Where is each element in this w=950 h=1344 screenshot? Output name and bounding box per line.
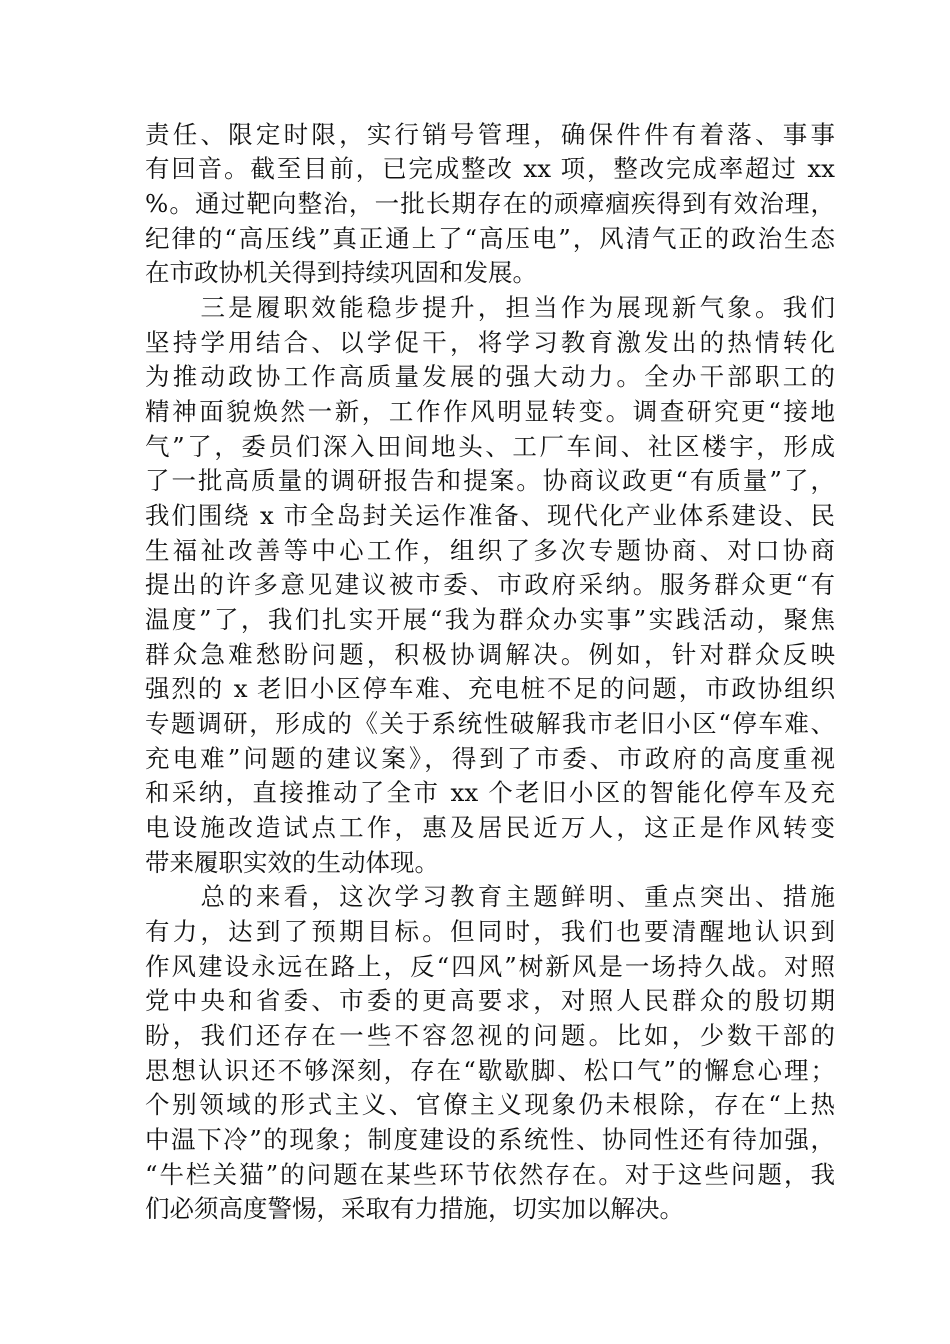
text-line: 提出的许多意见建议被市委、市政府采纳。服务群众更“有	[145, 570, 835, 599]
text-line: 思想认识还不够深刻，存在“歇歇脚、松口气”的懈怠心理；	[145, 1056, 835, 1085]
text-line: 温度”了，我们扎实开展“我为群众办实事”实践活动，聚焦	[145, 605, 835, 634]
text-line: %。通过靶向整治，一批长期存在的顽瘴痼疾得到有效治理，	[145, 189, 835, 218]
text-line: “牛栏关猫”的问题在某些环节依然存在。对于这些问题，我	[145, 1160, 835, 1189]
text-line: 我们围绕 x 市全岛封关运作准备、现代化产业体系建设、民	[145, 501, 835, 530]
text-line: 精神面貌焕然一新，工作作风明显转变。调查研究更“接地	[145, 397, 835, 426]
text-line: 盼，我们还存在一些不容忽视的问题。比如，少数干部的	[145, 1021, 835, 1050]
text-line: 强烈的 x 老旧小区停车难、充电桩不足的问题，市政协组织	[145, 674, 835, 703]
text-line: 纪律的“高压线”真正通上了“高压电”，风清气正的政治生态	[145, 224, 835, 253]
text-line: 有回音。截至目前，已完成整改 xx 项，整改完成率超过 xx	[145, 154, 835, 183]
text-line: 专题调研，形成的《关于系统性破解我市老旧小区“停车难、	[145, 709, 835, 738]
text-line: 和采纳，直接推动了全市 xx 个老旧小区的智能化停车及充	[145, 778, 835, 807]
text-line: 群众急难愁盼问题，积极协调解决。例如，针对群众反映	[145, 640, 835, 669]
text-line: 带来履职实效的生动体现。	[145, 848, 439, 877]
text-line: 为推动政协工作高质量发展的强大动力。全办干部职工的	[145, 362, 835, 391]
text-line: 党中央和省委、市委的更高要求，对照人民群众的殷切期	[145, 986, 835, 1015]
text-line: 有力，达到了预期目标。但同时，我们也要清醒地认识到	[145, 917, 835, 946]
text-line: 电设施改造试点工作，惠及居民近万人，这正是作风转变	[145, 813, 835, 842]
text-line: 充电难”问题的建议案》，得到了市委、市政府的高度重视	[145, 744, 835, 773]
text-line: 中温下冷”的现象；制度建设的系统性、协同性还有待加强，	[145, 1125, 835, 1154]
text-line: 三是履职效能稳步提升，担当作为展现新气象。我们	[145, 293, 835, 322]
text-line: 总的来看，这次学习教育主题鲜明、重点突出、措施	[145, 882, 835, 911]
text-line: 责任、限定时限，实行销号管理，确保件件有着落、事事	[145, 120, 835, 149]
text-line: 生福祉改善等中心工作，组织了多次专题协商、对口协商	[145, 536, 835, 565]
text-line: 在市政协机关得到持续巩固和发展。	[145, 258, 537, 287]
text-line: 了一批高质量的调研报告和提案。协商议政更“有质量”了，	[145, 466, 835, 495]
text-line: 坚持学用结合、以学促干，将学习教育激发出的热情转化	[145, 328, 835, 357]
text-line: 们必须高度警惕，采取有力措施，切实加以解决。	[145, 1194, 684, 1223]
text-line: 个别领域的形式主义、官僚主义现象仍未根除，存在“上热	[145, 1090, 835, 1119]
text-line: 气”了，委员们深入田间地头、工厂车间、社区楼宇，形成	[145, 432, 835, 461]
text-line: 作风建设永远在路上，反“四风”树新风是一场持久战。对照	[145, 952, 835, 981]
